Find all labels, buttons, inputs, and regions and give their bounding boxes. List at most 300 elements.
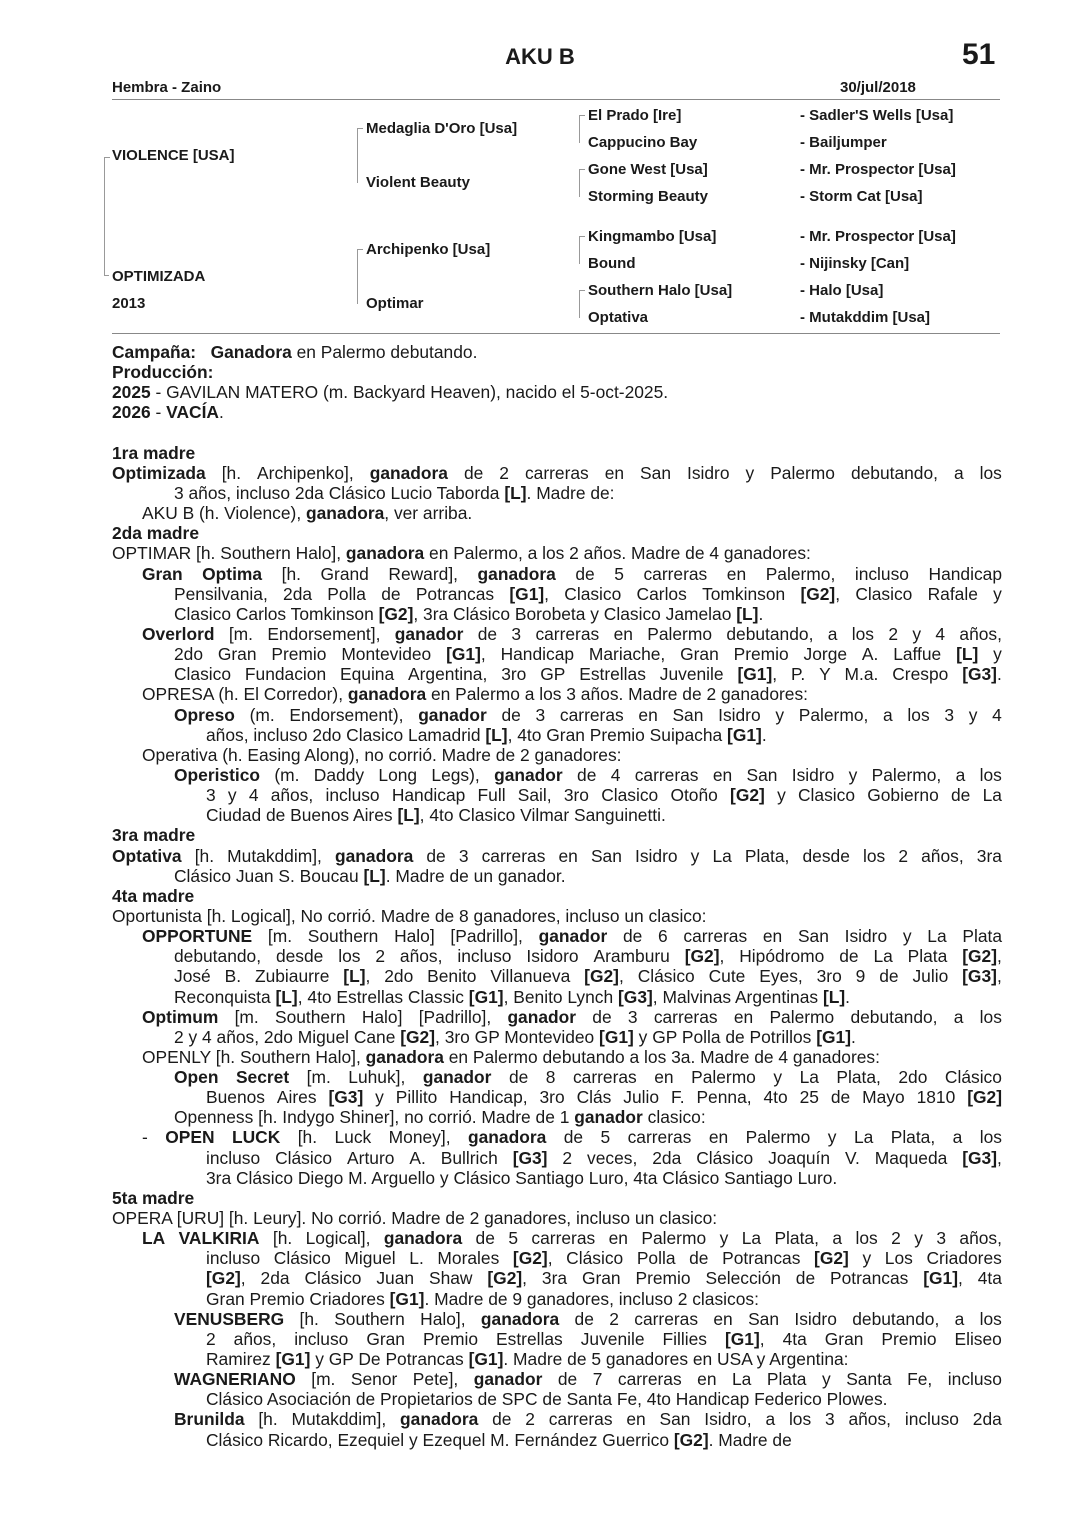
text-run: y GP Polla de Potrillos: [633, 1026, 817, 1047]
word: [892, 664, 948, 684]
text-run: Southern: [334, 1308, 405, 1329]
word: [234, 1329, 277, 1349]
text-run: carreras: [643, 563, 708, 584]
text-run: incluso: [947, 1369, 1002, 1390]
word: [501, 664, 526, 684]
word: [637, 1248, 676, 1268]
word: [660, 1409, 691, 1429]
text-line: [174, 644, 1002, 664]
text-run: Plata,: [890, 1127, 936, 1148]
word: [582, 1268, 621, 1288]
text-run: [L]: [275, 986, 298, 1007]
text-run: La: [982, 785, 1002, 806]
word: [275, 1148, 332, 1168]
text-run: 5: [508, 1228, 518, 1249]
text-run: Full: [477, 785, 506, 806]
text-run: [h.: [281, 563, 301, 584]
word: [222, 463, 241, 483]
pedigree-connector: [579, 115, 585, 143]
word: [685, 946, 725, 966]
text-run: Operistico: [174, 764, 261, 785]
word: [179, 1228, 260, 1248]
text-run: de: [689, 1248, 709, 1269]
text-run: Campaña:: [112, 342, 211, 362]
text-run: Palermo: [641, 1228, 707, 1249]
text-run: 2: [888, 623, 899, 644]
word: [819, 664, 831, 684]
text-run: ganadora: [400, 1409, 479, 1430]
text-run: Santa: [846, 1369, 892, 1390]
word: [748, 1309, 779, 1329]
word: [722, 1248, 800, 1268]
text-run: debutando,: [726, 623, 814, 644]
text-run: Premio: [881, 1328, 937, 1349]
text-run: [L]: [397, 805, 420, 826]
text-run: Mariache,: [588, 644, 666, 665]
word: [535, 624, 599, 644]
word: [726, 624, 813, 644]
word: [908, 946, 948, 966]
text-run: [L]: [504, 482, 527, 503]
word: [852, 624, 874, 644]
text-run: 2da madre: [112, 523, 199, 544]
word: [589, 644, 665, 664]
word: [768, 1148, 830, 1168]
text-run: Arturo: [347, 1147, 395, 1168]
word: [274, 1248, 331, 1268]
word: [283, 584, 312, 604]
text-run: incluso: [457, 946, 512, 967]
word: [848, 1409, 891, 1429]
text-run: de: [508, 1067, 529, 1088]
text-run: ganadora: [467, 1127, 547, 1148]
word: [257, 463, 354, 483]
word: [944, 705, 954, 725]
text-run: Optativa: [112, 845, 182, 866]
word: [174, 664, 231, 684]
word: [558, 1369, 577, 1389]
word: [277, 1087, 317, 1107]
text-line: [142, 1127, 1002, 1147]
text-run: y: [773, 1067, 783, 1088]
text-run: Argentina,: [408, 664, 488, 685]
word: [593, 946, 669, 966]
word: [912, 624, 921, 644]
text-run: Long: [378, 764, 418, 785]
text-run: ganador: [574, 1107, 643, 1128]
text-line: [174, 765, 1002, 785]
text-run: en: [712, 764, 733, 785]
text-run: y: [912, 623, 922, 644]
text-run: [G3]: [962, 664, 997, 685]
text-line: [112, 825, 1002, 845]
word: [742, 1228, 761, 1248]
text-run: en: [608, 1228, 628, 1249]
word: [546, 1067, 556, 1087]
word: [953, 1127, 963, 1147]
text-run: Halo]: [361, 1006, 403, 1027]
text-run: [L]: [822, 986, 846, 1007]
word: [980, 1007, 1002, 1027]
text-run: La: [799, 1067, 819, 1088]
text-run: Gran: [680, 644, 719, 665]
word: [206, 1148, 260, 1168]
text-line: [206, 1329, 1002, 1349]
text-run: Handicap: [391, 785, 466, 806]
word: [559, 846, 578, 866]
word: [255, 966, 329, 986]
word: [587, 1148, 637, 1168]
text-line: [174, 1067, 1002, 1087]
word: [174, 1309, 284, 1329]
text-run: San: [590, 845, 622, 866]
text-run: [G3]: [962, 1147, 998, 1168]
text-run: debutando,: [850, 1006, 938, 1027]
word: [343, 966, 370, 986]
word: [611, 765, 621, 785]
word: [641, 1228, 706, 1248]
text-run: carreras: [572, 1067, 637, 1088]
word: [289, 705, 403, 725]
text-run: 2: [206, 1328, 216, 1349]
text-run: [h.: [258, 1409, 278, 1430]
text-run: Isidoro: [526, 946, 579, 967]
text-run: de: [563, 1127, 584, 1148]
word: [499, 463, 509, 483]
word: [845, 926, 888, 946]
text-run: Equina: [340, 664, 395, 685]
word: [618, 1369, 682, 1389]
text-run: 2da: [283, 583, 313, 604]
word: [727, 564, 746, 584]
word: [478, 785, 506, 805]
text-run: Handicap: [500, 644, 575, 665]
text-run: Clásico Juan S. Boucau: [174, 865, 364, 886]
text-run: en: [654, 1067, 674, 1088]
text-run: [G3]: [328, 1087, 364, 1108]
word: [396, 1087, 438, 1107]
text-run: [h.: [194, 845, 215, 866]
word: [828, 624, 838, 644]
text-run: [G3]: [962, 966, 997, 987]
text-run: La: [927, 926, 947, 947]
word: [338, 946, 360, 966]
text-run: carreras: [683, 926, 748, 947]
text-run: Benito: [427, 966, 477, 987]
text-run: y: [745, 462, 755, 483]
word: [508, 1228, 518, 1248]
word: [341, 644, 431, 664]
text-run: Halo]: [394, 926, 435, 947]
text-run: La: [853, 1127, 874, 1148]
word: [206, 1329, 216, 1349]
text-run: Bullrich: [440, 1147, 498, 1168]
text-run: ,: [958, 1268, 963, 1289]
text-run: Premio: [422, 1328, 479, 1349]
text-run: , 4to Gran Premio Suipacha: [507, 724, 728, 745]
text-run: B.: [224, 966, 242, 987]
text-run: en Palermo debutando a los 3a. Madre de 4 ganadores:: [443, 1046, 880, 1067]
text-line: [174, 604, 1002, 624]
text-run: ganador: [394, 623, 464, 644]
text-run: Isidro: [718, 704, 761, 725]
text-line: [112, 342, 1002, 362]
header-rule: [112, 99, 1000, 100]
word: [799, 705, 869, 725]
word: [640, 463, 671, 483]
text-run: [G1]: [724, 1328, 760, 1349]
text-run: [G2]: [814, 1248, 849, 1269]
text-run: Producción:: [112, 362, 214, 383]
word: [872, 765, 942, 785]
text-run: [G1]: [468, 1349, 504, 1370]
word: [549, 1409, 613, 1429]
word: [609, 1228, 628, 1248]
text-run: en: [733, 1006, 754, 1027]
text-run: 8: [545, 1067, 556, 1088]
word: [951, 785, 970, 805]
pedigree-gen3: Kingmambo [Usa]: [588, 228, 717, 245]
text-run: y: [375, 1087, 384, 1108]
word: [511, 624, 521, 644]
word: [891, 1228, 901, 1248]
word: [983, 785, 1002, 805]
word: [142, 1127, 148, 1147]
word: [862, 1087, 905, 1107]
word: [903, 926, 912, 946]
word: [846, 1369, 891, 1389]
word: [704, 1409, 751, 1429]
text-line: [206, 1268, 1002, 1288]
text-run: Palermo: [770, 462, 835, 483]
word: [525, 463, 589, 483]
word: [408, 664, 487, 684]
pedigree-gen4: - Mr. Prospector [Usa]: [800, 161, 956, 178]
word: [862, 644, 878, 664]
word: [862, 1248, 871, 1268]
word: [828, 1127, 837, 1147]
text-run: [112, 423, 117, 443]
text-run: San: [659, 1409, 691, 1430]
word: [501, 644, 574, 664]
text-run: Overlord: [142, 623, 215, 644]
text-run: Plata: [962, 926, 1002, 947]
text-run: Montevideo: [341, 644, 432, 665]
text-run: Ramirez: [206, 1349, 276, 1370]
word: [907, 1369, 932, 1389]
text-run: 2: [499, 462, 509, 483]
word: [798, 926, 829, 946]
text-run: OPRESA (h. El Corredor),: [142, 684, 348, 705]
word: [822, 1369, 831, 1389]
text-run: Gran: [366, 1328, 405, 1349]
text-run: 2do: [174, 644, 204, 665]
word: [487, 1268, 527, 1288]
word: [575, 1309, 594, 1329]
text-run: [G2]: [967, 1087, 1002, 1108]
word: [142, 1228, 165, 1248]
text-run: OPPORTUNE: [142, 926, 253, 947]
word: [634, 1309, 698, 1329]
word: [775, 705, 784, 725]
text-run: y: [993, 644, 1002, 665]
text-run: Y: [819, 664, 831, 685]
word: [584, 966, 624, 986]
text-run: [L]: [485, 724, 508, 745]
word: [856, 966, 866, 986]
text-run: WAGNERIANO: [174, 1369, 296, 1390]
text-run: 6: [658, 926, 668, 947]
text-run: de: [577, 764, 597, 785]
word: [800, 1067, 819, 1087]
text-run: , 4to Estrellas Classic: [297, 986, 469, 1007]
word: [579, 664, 646, 684]
text-line: [206, 1248, 1002, 1268]
text-run: en: [697, 1369, 717, 1390]
pedigree-gen3: Optativa: [588, 309, 649, 326]
text-line: [206, 1430, 1002, 1450]
text-run: 3: [944, 704, 955, 725]
text-run: Senor: [350, 1369, 398, 1390]
word: [206, 785, 216, 805]
text-line: [174, 1027, 1002, 1047]
word: [560, 705, 624, 725]
word: [725, 1329, 765, 1349]
word: [852, 1309, 939, 1329]
text-run: OPTIMAR [h. Southern Halo],: [112, 543, 346, 564]
word: [525, 1409, 535, 1429]
text-run: desde: [275, 946, 324, 967]
word: [831, 1087, 850, 1107]
text-run: Palermo,: [871, 764, 942, 785]
word: [206, 1268, 246, 1288]
text-run: [G3]: [618, 986, 653, 1007]
word: [962, 664, 1002, 684]
text-run: 25: [799, 1087, 819, 1108]
text-run: 3ro: [539, 1087, 565, 1108]
word: [536, 705, 546, 725]
word: [638, 966, 695, 986]
text-run: 3ro: [563, 785, 589, 806]
text-run: 3: [936, 1228, 946, 1249]
word: [566, 1248, 623, 1268]
text-run: ganador: [473, 1369, 543, 1390]
word: [962, 1148, 1002, 1168]
word: [764, 1087, 788, 1107]
text-run: Rafale: [927, 583, 978, 604]
word: [670, 785, 717, 805]
text-run: años,: [959, 1228, 1002, 1249]
word: [540, 1087, 565, 1107]
text-run: Premio: [635, 1268, 691, 1289]
text-run: Aramburu: [593, 946, 670, 967]
text-run: Brunilda: [174, 1409, 245, 1430]
text-run: Clásico: [944, 1067, 1002, 1088]
word: [446, 644, 486, 664]
text-run: Eliseo: [954, 1328, 1002, 1349]
text-run: GP: [540, 664, 566, 685]
word: [409, 1248, 424, 1268]
text-run: Clásico: [696, 1147, 754, 1168]
text-run: incluso: [904, 1409, 959, 1430]
text-run: [G1]: [816, 1026, 852, 1047]
text-run: A.: [409, 1147, 426, 1168]
word: [891, 1127, 935, 1147]
text-run: ganador: [507, 1006, 577, 1027]
pedigree-gen3: Gone West [Usa]: [588, 161, 708, 178]
word: [705, 1268, 780, 1288]
text-run: de: [501, 704, 521, 725]
word: [977, 846, 1002, 866]
word: [626, 1409, 645, 1429]
text-run: [m.: [234, 1006, 259, 1027]
word: [328, 1087, 363, 1107]
text-run: en: [762, 926, 783, 947]
text-line: [112, 443, 1002, 463]
pedigree-gen4: - Nijinsky [Can]: [800, 255, 910, 272]
word: [351, 1369, 397, 1389]
word: [739, 946, 824, 966]
word: [492, 1409, 511, 1429]
pedigree-gen2: Archipenko [Usa]: [366, 241, 491, 258]
text-run: Juvenile: [580, 1328, 645, 1349]
text-line: [142, 1228, 1002, 1248]
text-run: Maqueda: [874, 1147, 948, 1168]
word: [592, 1007, 611, 1027]
text-line: [112, 402, 1002, 422]
text-run: ganadora: [345, 543, 425, 564]
word: [791, 664, 805, 684]
word: [174, 765, 260, 785]
text-run: ganador: [418, 704, 487, 725]
text-run: Pensilvania,: [174, 583, 268, 604]
text-run: ganadora: [477, 563, 556, 584]
text-run: Halo],: [420, 1308, 466, 1329]
word: [449, 1087, 527, 1107]
word: [654, 1007, 718, 1027]
text-run: Mutakddim],: [227, 845, 322, 866]
word: [605, 463, 624, 483]
text-run: Carlos: [636, 583, 687, 604]
word: [174, 705, 235, 725]
word: [236, 1067, 289, 1087]
word: [689, 1248, 708, 1268]
word: [800, 1087, 819, 1107]
word: [702, 584, 785, 604]
word: [431, 765, 479, 785]
text-line: [112, 1208, 1002, 1228]
text-run: Clásico: [637, 966, 695, 987]
pedigree-gen4: - Storm Cat [Usa]: [800, 188, 923, 205]
text-line: [112, 362, 1002, 382]
pedigree-gen2: Optimar: [366, 295, 424, 312]
text-line: [206, 1148, 1002, 1168]
word: [526, 946, 578, 966]
text-run: [G1]: [737, 664, 773, 685]
pedigree-connector: [579, 290, 585, 318]
word: [273, 1228, 292, 1248]
text-run: Potrancas: [722, 1248, 801, 1269]
word: [980, 765, 1002, 785]
text-run: [L]: [956, 644, 979, 665]
word: [696, 1087, 751, 1107]
text-run: ganadora: [347, 684, 427, 705]
word: [955, 1309, 965, 1329]
text-run: Selección: [705, 1268, 781, 1289]
word: [564, 584, 621, 604]
text-run: a: [953, 1006, 964, 1027]
text-run: [G2]: [512, 1248, 548, 1269]
